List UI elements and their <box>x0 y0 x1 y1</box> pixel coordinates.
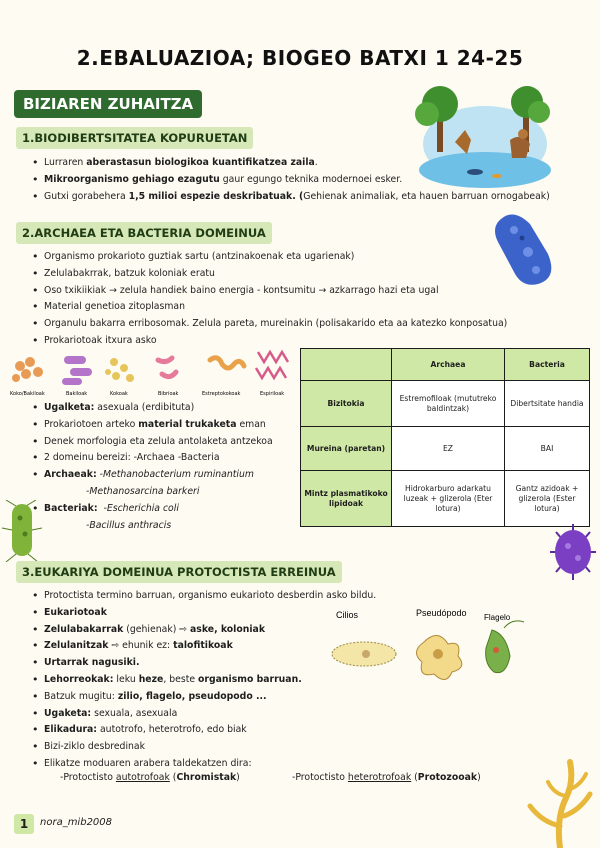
table-header-archaea: Archaea <box>392 349 505 381</box>
list-item: • Prokariotoen arteko material trukaketa eman <box>30 417 273 434</box>
list-archaea-bacteria-bottom <box>30 400 273 534</box>
list-item: • Mikroorganismo gehiago ezagutu gaur egungo teknika modernoei esker. <box>30 172 550 189</box>
list-item: • Bizi-ziklo desbredinak <box>30 739 376 756</box>
page-number: 1 <box>14 814 34 834</box>
table-header-bacteria: Bacteria <box>505 349 590 381</box>
table-row: Mureina (paretan) EZ BAI <box>301 427 590 471</box>
list-item: • Material genetioa zitoplasman <box>30 299 507 316</box>
shape-caption: Estreptokokoak <box>202 391 241 397</box>
list-item: • Elikatze moduaren arabera taldekatzen dira: <box>30 756 376 773</box>
list-item: • 2 domeinu bereizi: -Archaea -Bacteria <box>30 450 273 467</box>
banner-biziaren-zuhaitza: BIZIAREN ZUHAITZA <box>14 90 202 118</box>
section-heading-eukariya: 3.EUKARIYA DOMEINUA PROTOCTISTA ERREINUA <box>16 561 342 583</box>
protoctista-cells-illustration <box>328 606 534 682</box>
page-title: 2.EBALUAZIOA; BIOGEO BATXI 1 24-25 <box>76 46 524 70</box>
heterotrofoak-line: -Protoctisto heterotrofoak (Protozooak) <box>292 772 481 783</box>
table-header-empty <box>301 349 392 381</box>
list-item: • Oso txikiikiak → zelula handiek baino energia - kontsumitu → azkarrago hazi eta ugal <box>30 283 507 300</box>
list-item: • Elikadura: autotrofo, heterotrofo, edo biak <box>30 722 376 739</box>
list-item: • Zelulanitzak ⇨ ehunik ez: talofitikoak <box>30 638 376 655</box>
list-item: • Gutxi gorabehera 1,5 milioi espezie deskribatuak. (Gehienak animaliak, eta hauen barruan ornogabeak) <box>30 189 550 206</box>
list-item: • Lehorreokak: leku heze, beste organismo barruan. <box>30 672 376 689</box>
section-heading-archaea-bacteria: 2.ARCHAEA ETA BACTERIA DOMEINUA <box>16 222 272 244</box>
list-item: • Ugalketa: asexuala (erdibituta) <box>30 400 273 417</box>
shape-caption: Bibrioak <box>158 391 179 397</box>
green-bacterium-illustration <box>2 500 42 562</box>
purple-microbe-illustration <box>546 520 600 584</box>
shape-caption: Bakiloak <box>66 391 88 397</box>
list-item: • Zelulabakrrak, batzuk koloniak eratu <box>30 266 507 283</box>
list-item: -Bacillus anthracis <box>86 519 172 531</box>
list-item: • Denek morfologia eta zelula antolaketa antzekoa <box>30 434 273 451</box>
list-biodibertsitatea <box>30 155 550 205</box>
table-row: Mintz plasmatikoko lipidoak Hidrokarburo adarkatu luzeak + glizerola (Eter lotura) Gantz azidoak + glizerola (Ester lotura) <box>301 471 590 527</box>
section-heading-biodibertsitatea: 1.BIODIBERTSITATEA KOPURUETAN <box>16 127 253 149</box>
list-item: • Urtarrak nagusiki. <box>30 655 376 672</box>
list-archaea-bacteria-top <box>30 249 507 350</box>
autotrofoak-line: -Protoctisto autotrofoak (Chromistak) <box>60 772 240 783</box>
seaweed-illustration <box>520 756 600 848</box>
archaea-bacteria-table <box>300 348 590 527</box>
table-row: Bizitokia Estremofiloak (mututreko baldintzak) Dibertsitate handia <box>301 381 590 427</box>
list-item: • Eukariotoak <box>30 605 376 622</box>
list-item: • Archaeak: -Methanobacterium ruminantium <box>30 467 273 484</box>
list-item: -Methanosarcina barkeri <box>86 485 200 497</box>
list-item: • Organulu bakarra erribosomak. Zelula pareta, mureinakin (polisakarido eta aa katezko konposatua) <box>30 316 507 333</box>
shape-caption: Espiriloak <box>260 391 285 397</box>
flagelo-label: Flagelo <box>484 613 511 622</box>
list-item: • Batzuk mugitu: zilio, flagelo, pseudopodo ... <box>30 689 376 706</box>
list-item: • Prokariotoak itxura asko <box>30 333 507 350</box>
list-eukariya <box>30 588 376 773</box>
shape-caption: Koko/Bakiloak <box>10 391 45 397</box>
shape-caption: Kokoak <box>110 391 128 397</box>
cilios-label: Cilios <box>336 610 359 620</box>
list-item: • Lurraren aberastasun biologikoa kuantifikatzea zaila. <box>30 155 550 172</box>
list-item: • Bacteriak: -Escherichia coli <box>30 501 273 518</box>
list-item: • Protoctista termino barruan, organismo eukarioto desberdin asko bildu. <box>30 588 376 605</box>
list-item: • Ugaketa: sexuala, asexuala <box>30 706 376 723</box>
list-item: • Organismo prokarioto guztiak sartu (antzinakoenak eta ugarienak) <box>30 249 507 266</box>
prokaryote-shapes-illustration <box>6 346 296 398</box>
author-credit: nora_mib2008 <box>40 817 113 828</box>
pseudopodo-label: Pseudópodo <box>416 608 467 618</box>
list-item: • Zelulabakarrak (gehienak) ⇨ aske, koloniak <box>30 622 376 639</box>
